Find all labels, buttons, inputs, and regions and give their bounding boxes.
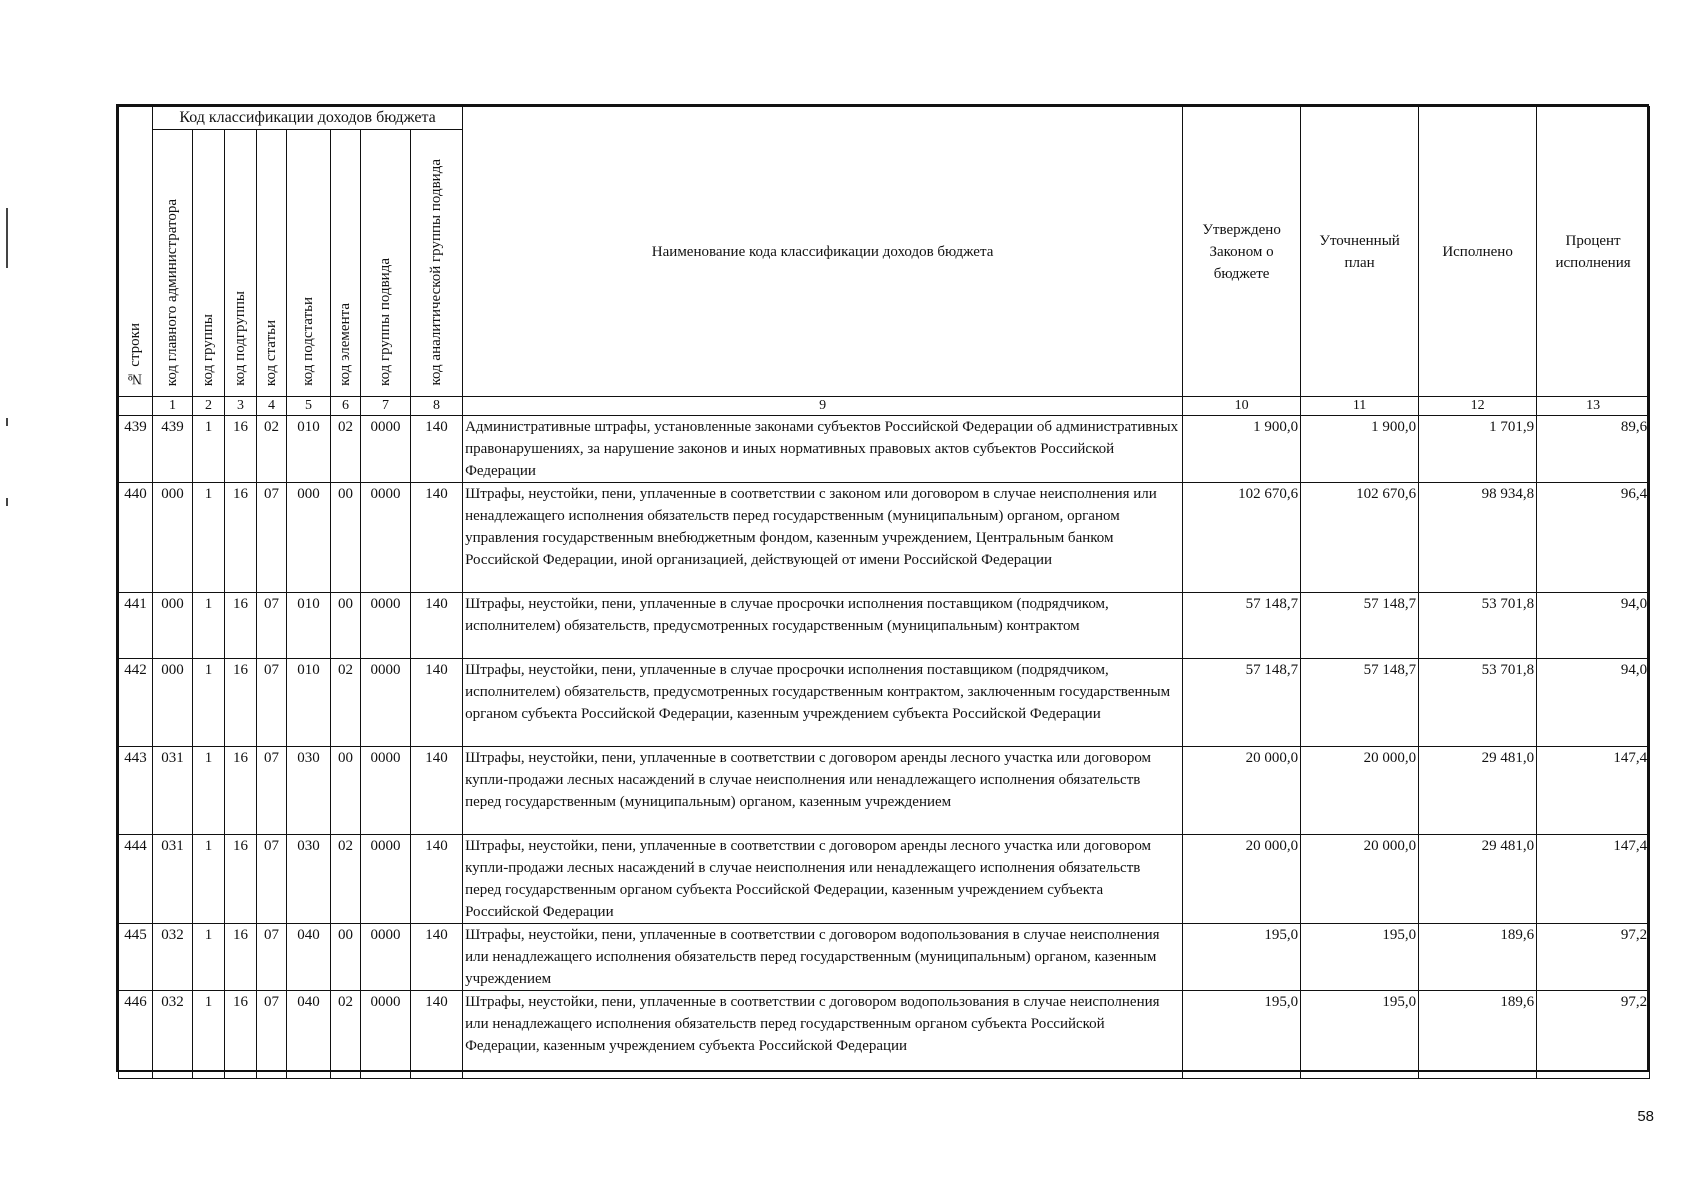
execution-percent: 89,6 — [1537, 416, 1650, 483]
plan-amount: 20 000,0 — [1301, 835, 1419, 924]
element-code: 02 — [331, 659, 361, 747]
col-number: 10 — [1183, 397, 1301, 416]
row-number: 443 — [119, 747, 153, 835]
group-code: 1 — [193, 747, 225, 835]
revenue-name: Штрафы, неустойки, пени, уплаченные в случае просрочки исполнения поставщиком (подрядчиком, исполнителем) обязательств, предусмотренных государственным контрактом, заключенным государственным органом субъекта Российской Федерации, казенным учреждением субъекта Российской Федерации — [463, 659, 1183, 747]
plan-amount: 102 670,6 — [1301, 483, 1419, 593]
col-number: 4 — [257, 397, 287, 416]
header-executed: Исполнено — [1419, 107, 1537, 397]
col-number: 8 — [411, 397, 463, 416]
article-code: 07 — [257, 924, 287, 991]
col-number: 5 — [287, 397, 331, 416]
budget-revenue-table — [118, 106, 1650, 1079]
subgroup-code: 16 — [225, 593, 257, 659]
table-body — [119, 416, 1650, 1079]
header-admin: код главного администратора — [153, 130, 193, 397]
budget-table-sheet — [116, 104, 1649, 1072]
approved-amount: 102 670,6 — [1183, 483, 1301, 593]
header-percent: Процент исполнения — [1537, 107, 1650, 397]
subtype-group-code: 0000 — [361, 835, 411, 924]
analytic-group-code: 140 — [411, 991, 463, 1079]
admin-code: 031 — [153, 747, 193, 835]
executed-amount: 29 481,0 — [1419, 835, 1537, 924]
element-code: 02 — [331, 835, 361, 924]
col-number: 12 — [1419, 397, 1537, 416]
element-code: 00 — [331, 747, 361, 835]
article-code: 07 — [257, 659, 287, 747]
subarticle-code: 010 — [287, 659, 331, 747]
plan-amount: 57 148,7 — [1301, 659, 1419, 747]
article-code: 07 — [257, 747, 287, 835]
col-number: 2 — [193, 397, 225, 416]
header-element: код элемента — [331, 130, 361, 397]
admin-code: 000 — [153, 593, 193, 659]
revenue-name: Штрафы, неустойки, пени, уплаченные в соответствии с договором водопользования в случае неисполнения или ненадлежащего исполнения обязательств перед государственным (муниципальным) органом, казенным учреждением — [463, 924, 1183, 991]
subgroup-code: 16 — [225, 991, 257, 1079]
subtype-group-code: 0000 — [361, 593, 411, 659]
execution-percent: 94,0 — [1537, 659, 1650, 747]
group-code: 1 — [193, 659, 225, 747]
subarticle-code: 000 — [287, 483, 331, 593]
approved-amount: 195,0 — [1183, 924, 1301, 991]
header-article: код статьи — [257, 130, 287, 397]
approved-amount: 195,0 — [1183, 991, 1301, 1079]
subtype-group-code: 0000 — [361, 991, 411, 1079]
admin-code: 000 — [153, 483, 193, 593]
article-code: 07 — [257, 483, 287, 593]
subgroup-code: 16 — [225, 416, 257, 483]
scan-mark — [6, 418, 8, 426]
executed-amount: 98 934,8 — [1419, 483, 1537, 593]
admin-code: 032 — [153, 991, 193, 1079]
element-code: 00 — [331, 593, 361, 659]
subtype-group-code: 0000 — [361, 659, 411, 747]
executed-amount: 53 701,8 — [1419, 593, 1537, 659]
col-number: 9 — [463, 397, 1183, 416]
executed-amount: 1 701,9 — [1419, 416, 1537, 483]
execution-percent: 97,2 — [1537, 924, 1650, 991]
subtype-group-code: 0000 — [361, 924, 411, 991]
element-code: 02 — [331, 416, 361, 483]
article-code: 07 — [257, 593, 287, 659]
execution-percent: 147,4 — [1537, 747, 1650, 835]
subgroup-code: 16 — [225, 483, 257, 593]
approved-amount: 20 000,0 — [1183, 747, 1301, 835]
subarticle-code: 010 — [287, 416, 331, 483]
header-analytic-group: код аналитической группы подвида — [411, 130, 463, 397]
analytic-group-code: 140 — [411, 659, 463, 747]
plan-amount: 195,0 — [1301, 924, 1419, 991]
admin-code: 032 — [153, 924, 193, 991]
header-approved: Утверждено Законом о бюджете — [1183, 107, 1301, 397]
subgroup-code: 16 — [225, 659, 257, 747]
group-code: 1 — [193, 924, 225, 991]
element-code: 00 — [331, 924, 361, 991]
group-code: 1 — [193, 835, 225, 924]
header-group: код группы — [193, 130, 225, 397]
plan-amount: 195,0 — [1301, 991, 1419, 1079]
element-code: 00 — [331, 483, 361, 593]
execution-percent: 97,2 — [1537, 991, 1650, 1079]
execution-percent: 147,4 — [1537, 835, 1650, 924]
row-number: 445 — [119, 924, 153, 991]
approved-amount: 20 000,0 — [1183, 835, 1301, 924]
revenue-name: Штрафы, неустойки, пени, уплаченные в соответствии с договором водопользования в случае неисполнения или ненадлежащего исполнения обязательств перед государственным органом субъекта Российской Федерации, казенным учреждением субъекта Российской Федерации — [463, 991, 1183, 1079]
subgroup-code: 16 — [225, 747, 257, 835]
col-number: 6 — [331, 397, 361, 416]
subtype-group-code: 0000 — [361, 416, 411, 483]
table-row — [119, 659, 1650, 747]
subarticle-code: 030 — [287, 835, 331, 924]
subarticle-code: 010 — [287, 593, 331, 659]
article-code: 02 — [257, 416, 287, 483]
element-code: 02 — [331, 991, 361, 1079]
admin-code: 031 — [153, 835, 193, 924]
header-classification-group: Код классификации доходов бюджета — [153, 107, 463, 130]
row-number: 440 — [119, 483, 153, 593]
table-row — [119, 416, 1650, 483]
approved-amount: 57 148,7 — [1183, 593, 1301, 659]
execution-percent: 96,4 — [1537, 483, 1650, 593]
table-row — [119, 924, 1650, 991]
group-code: 1 — [193, 416, 225, 483]
execution-percent: 94,0 — [1537, 593, 1650, 659]
plan-amount: 20 000,0 — [1301, 747, 1419, 835]
col-number: 1 — [153, 397, 193, 416]
executed-amount: 189,6 — [1419, 991, 1537, 1079]
header-plan: Уточненный план — [1301, 107, 1419, 397]
executed-amount: 29 481,0 — [1419, 747, 1537, 835]
subarticle-code: 040 — [287, 924, 331, 991]
header-subarticle: код подстатьи — [287, 130, 331, 397]
col-number: 7 — [361, 397, 411, 416]
col-number: 3 — [225, 397, 257, 416]
col-number: 13 — [1537, 397, 1650, 416]
subtype-group-code: 0000 — [361, 747, 411, 835]
approved-amount: 57 148,7 — [1183, 659, 1301, 747]
revenue-name: Штрафы, неустойки, пени, уплаченные в случае просрочки исполнения поставщиком (подрядчиком, исполнителем) обязательств, предусмотренных государственным (муниципальным) контрактом — [463, 593, 1183, 659]
row-number: 444 — [119, 835, 153, 924]
table-row — [119, 747, 1650, 835]
header-name: Наименование кода классификации доходов бюджета — [463, 107, 1183, 397]
scan-mark — [6, 208, 8, 268]
scan-mark — [6, 498, 8, 506]
header-row-no: № строки — [119, 107, 153, 397]
group-code: 1 — [193, 991, 225, 1079]
row-number: 439 — [119, 416, 153, 483]
article-code: 07 — [257, 835, 287, 924]
table-row — [119, 593, 1650, 659]
admin-code: 000 — [153, 659, 193, 747]
analytic-group-code: 140 — [411, 835, 463, 924]
subtype-group-code: 0000 — [361, 483, 411, 593]
group-code: 1 — [193, 483, 225, 593]
group-code: 1 — [193, 593, 225, 659]
subgroup-code: 16 — [225, 924, 257, 991]
approved-amount: 1 900,0 — [1183, 416, 1301, 483]
revenue-name: Административные штрафы, установленные законами субъектов Российской Федерации об административных правонарушениях, за нарушение законов и иных нормативных правовых актов субъектов Российской Федерации — [463, 416, 1183, 483]
analytic-group-code: 140 — [411, 416, 463, 483]
header-subgroup: код подгруппы — [225, 130, 257, 397]
col-number: 11 — [1301, 397, 1419, 416]
col-number-blank — [119, 397, 153, 416]
row-number: 446 — [119, 991, 153, 1079]
row-number: 442 — [119, 659, 153, 747]
revenue-name: Штрафы, неустойки, пени, уплаченные в соответствии с законом или договором в случае неисполнения или ненадлежащего исполнения обязательств перед государственным (муниципальным) органом, органом управления государственным внебюджетным фондом, казенным учреждением, Центральным банком Российской Федерации, иной организацией, действующей от имени Российской Федерации — [463, 483, 1183, 593]
executed-amount: 53 701,8 — [1419, 659, 1537, 747]
analytic-group-code: 140 — [411, 747, 463, 835]
plan-amount: 1 900,0 — [1301, 416, 1419, 483]
revenue-name: Штрафы, неустойки, пени, уплаченные в соответствии с договором аренды лесного участка или договором купли-продажи лесных насаждений в случае неисполнения или ненадлежащего исполнения обязательств перед государственным (муниципальным) органом, казенным учреждением — [463, 747, 1183, 835]
header-subtype-group: код группы подвида — [361, 130, 411, 397]
table-row — [119, 483, 1650, 593]
analytic-group-code: 140 — [411, 924, 463, 991]
plan-amount: 57 148,7 — [1301, 593, 1419, 659]
admin-code: 439 — [153, 416, 193, 483]
table-row — [119, 835, 1650, 924]
analytic-group-code: 140 — [411, 593, 463, 659]
column-number-row — [119, 397, 1650, 416]
subgroup-code: 16 — [225, 835, 257, 924]
revenue-name: Штрафы, неустойки, пени, уплаченные в соответствии с договором аренды лесного участка или договором купли-продажи лесных насаждений в случае неисполнения или ненадлежащего исполнения обязательств перед государственным органом субъекта Российской Федерации, казенным учреждением субъекта Российской Федерации — [463, 835, 1183, 924]
table-row — [119, 991, 1650, 1079]
subarticle-code: 030 — [287, 747, 331, 835]
subarticle-code: 040 — [287, 991, 331, 1079]
executed-amount: 189,6 — [1419, 924, 1537, 991]
row-number: 441 — [119, 593, 153, 659]
article-code: 07 — [257, 991, 287, 1079]
analytic-group-code: 140 — [411, 483, 463, 593]
page-number: 58 — [1637, 1108, 1654, 1125]
